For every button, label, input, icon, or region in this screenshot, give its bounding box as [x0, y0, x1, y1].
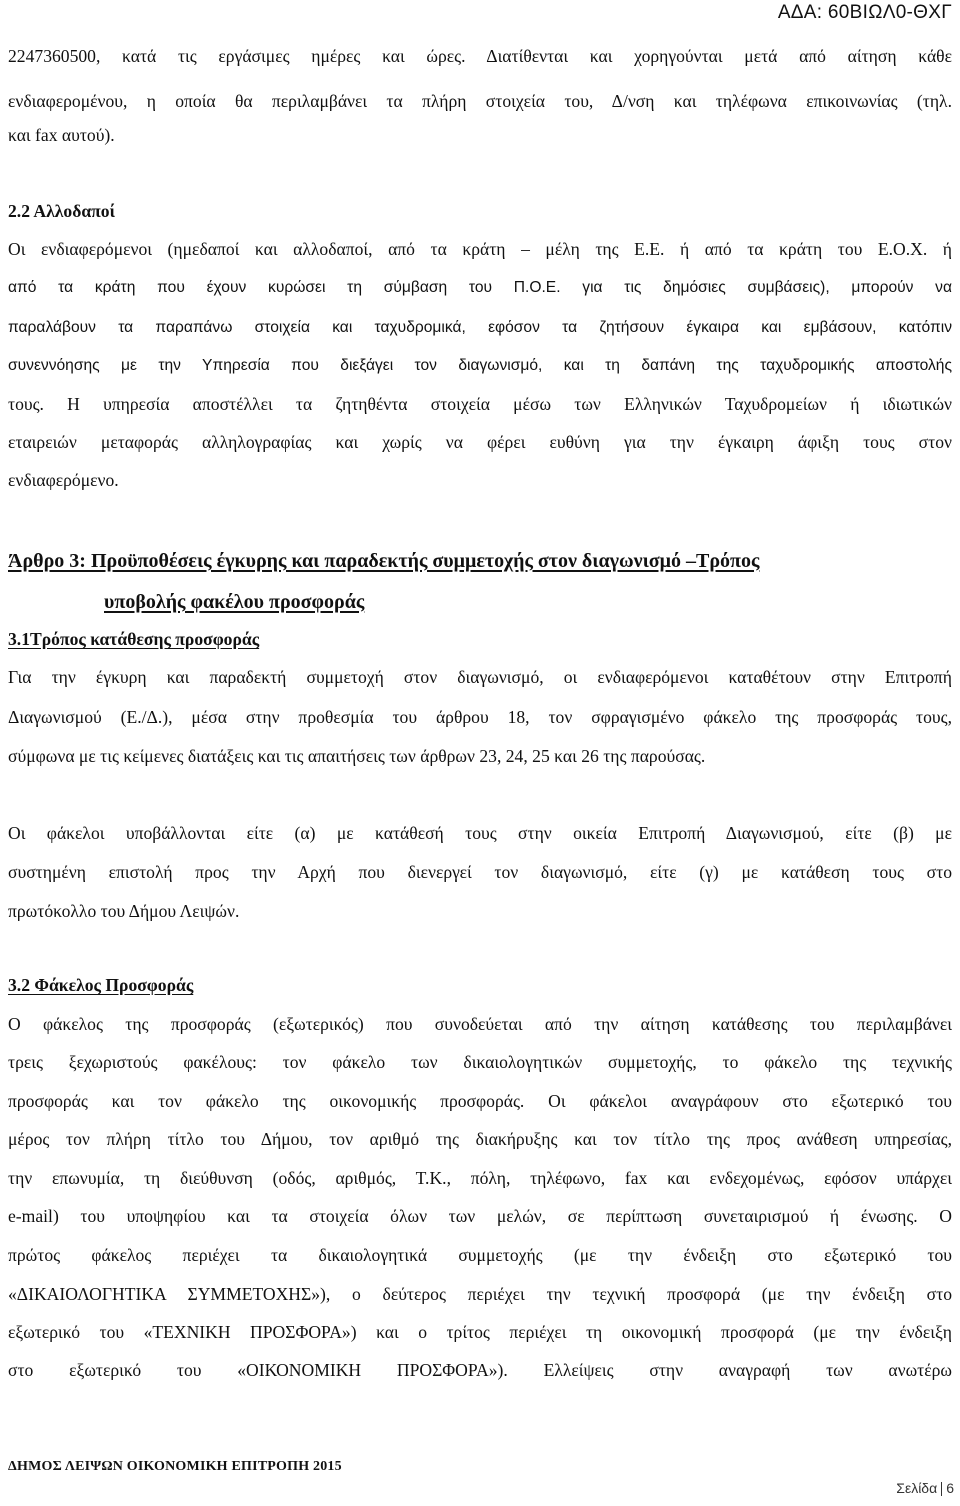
footer-organization: ΔΗΜΟΣ ΛΕΙΨΩΝ ΟΙΚΟΝΟΜΙΚΗ ΕΠΙΤΡΟΠΗ 2015	[8, 1459, 342, 1474]
text-line: ενδιαφερόμενο.	[8, 470, 119, 490]
text-line: Για την έγκυρη και παραδεκτή συμμετοχή στον διαγωνισμό, οι ενδιαφερόμενοι καταθέτουν στην Επιτροπή	[8, 667, 952, 687]
text-line: παραλάβουν τα παραπάνω στοιχεία και ταχυδρομικά, εφόσον τα ζητήσουν έγκαιρα και εμβάσουν, κατόπιν	[8, 319, 952, 336]
text-line: προσφοράς και τον φάκελο της οικονομικής προσφοράς. Οι φάκελοι αναγράφουν στο εξωτερικό του	[8, 1091, 952, 1111]
text-line: Διαγωνισμού (Ε./Δ.), μέσα στην προθεσμία του άρθρου 18, τον σφραγισμένο φάκελο της προσφοράς τους,	[8, 707, 952, 727]
section-heading-2-2: 2.2 Αλλοδαποί	[8, 201, 116, 221]
text-line: πρωτόκολλο του Δήμου Λειψών.	[8, 901, 240, 921]
section-heading-3-1: 3.1Τρόπος κατάθεσης προσφοράς	[8, 629, 260, 649]
page-number-value: 6	[946, 1480, 954, 1496]
text-line: Οι ενδιαφερόμενοι (ημεδαποί και αλλοδαποί, από τα κράτη – μέλη της Ε.Ε. ή από τα κράτη του Ε.Ο.Χ. ή	[8, 239, 952, 259]
text-line: Οι φάκελοι υποβάλλονται είτε (α) με κατάθεσή τους στην οικεία Επιτροπή Διαγωνισμού, είτε (β) με	[8, 823, 952, 843]
text-line: ενδιαφερομένου, η οποία θα περιλαμβάνει τα πλήρη στοιχεία του, Δ/νση και τηλέφωνα επικοινωνίας (τηλ.	[8, 91, 952, 111]
text-line: εξωτερικό του «ΤΕΧΝΙΚΗ ΠΡΟΣΦΟΡΑ») και ο τρίτος περιέχει τη οικονομική προσφορά (με την ένδειξη	[8, 1322, 952, 1342]
article-3-subtitle: υποβολής φακέλου προσφοράς	[104, 591, 365, 613]
text-line: συστημένη επιστολή προς την Αρχή που διενεργεί τον διαγωνισμό, είτε (γ) με κατάθεση τους στο	[8, 862, 952, 882]
text-line: εταιρειών μεταφοράς αλληλογραφίας και χωρίς να φέρει ευθύνη για την έγκαιρη άφιξη τους στον	[8, 432, 952, 452]
text-line: τους. Η υπηρεσία αποστέλλει τα ζητηθέντα στοιχεία μέσω των Ελληνικών Ταχυδρομείων ή ιδιωτικών	[8, 394, 952, 414]
page-separator	[941, 1482, 942, 1496]
text-line: συνεννόησης με την Υπηρεσία που διεξάγει τον διαγωνισμό, και τη δαπάνη της ταχυδρομικής αποστολής	[8, 357, 952, 374]
text-line: Ο φάκελος της προσφοράς (εξωτερικός) που συνοδεύεται από την αίτηση κατάθεσης του περιλαμβάνει	[8, 1014, 952, 1034]
text-line: μέρος τον πλήρη τίτλο του Δήμου, τον αριθμό της διακήρυξης και τον τίτλο της προς ανάθεση υπηρεσίας,	[8, 1129, 952, 1149]
page-number	[896, 1480, 954, 1496]
text-line: 2247360500, κατά τις εργάσιμες ημέρες και ώρες. Διατίθενται και χορηγούνται μετά από αίτηση κάθε	[8, 46, 952, 66]
text-line: τρεις ξεχωριστούς φακέλους: τον φάκελο των δικαιολογητικών συμμετοχής, το φάκελο της τεχνικής	[8, 1052, 952, 1072]
text-line: από τα κράτη που έχουν κυρώσει τη σύμβαση του Π.Ο.Ε. για τις δημόσιες συμβάσεις), μπορούν να	[8, 279, 952, 296]
text-line: και fax αυτού).	[8, 125, 115, 145]
article-3-title: Άρθρο 3: Προϋποθέσεις έγκυρης και παραδεκτής συμμετοχής στον διαγωνισμό –Τρόπος	[8, 550, 760, 572]
text-line: στο εξωτερικό του «ΟΙΚΟΝΟΜΙΚΗ ΠΡΟΣΦΟΡΑ»). Ελλείψεις στην αναγραφή των ανωτέρω	[8, 1360, 952, 1380]
text-line: πρώτος φάκελος περιέχει τα δικαιολογητικά συμμετοχής (με την ένδειξη στο εξωτερικό του	[8, 1245, 952, 1265]
ada-code: ΑΔΑ: 60ΒΙΩΛ0-ΘΧΓ	[777, 2, 952, 23]
page-label: Σελίδα	[896, 1480, 938, 1496]
section-heading-3-2: 3.2 Φάκελος Προσφοράς	[8, 975, 194, 995]
text-line: σύμφωνα με τις κείμενες διατάξεις και τις απαιτήσεις των άρθρων 23, 24, 25 και 26 της παρούσας.	[8, 746, 706, 766]
text-line: «ΔΙΚΑΙΟΛΟΓΗΤΙΚΑ ΣΥΜΜΕΤΟΧΗΣ»), ο δεύτερος περιέχει την τεχνική προσφορά (με την ένδειξη στο	[8, 1284, 952, 1304]
text-line: την επωνυμία, τη διεύθυνση (οδός, αριθμός, Τ.Κ., πόλη, τηλέφωνο, fax και ενδεχομένως, εφόσον υπάρχει	[8, 1168, 952, 1188]
text-line: e-mail) του υποψηφίου και τα στοιχεία όλων των μελών, σε περίπτωση συνεταιρισμού ή ένωσης. Ο	[8, 1206, 952, 1226]
